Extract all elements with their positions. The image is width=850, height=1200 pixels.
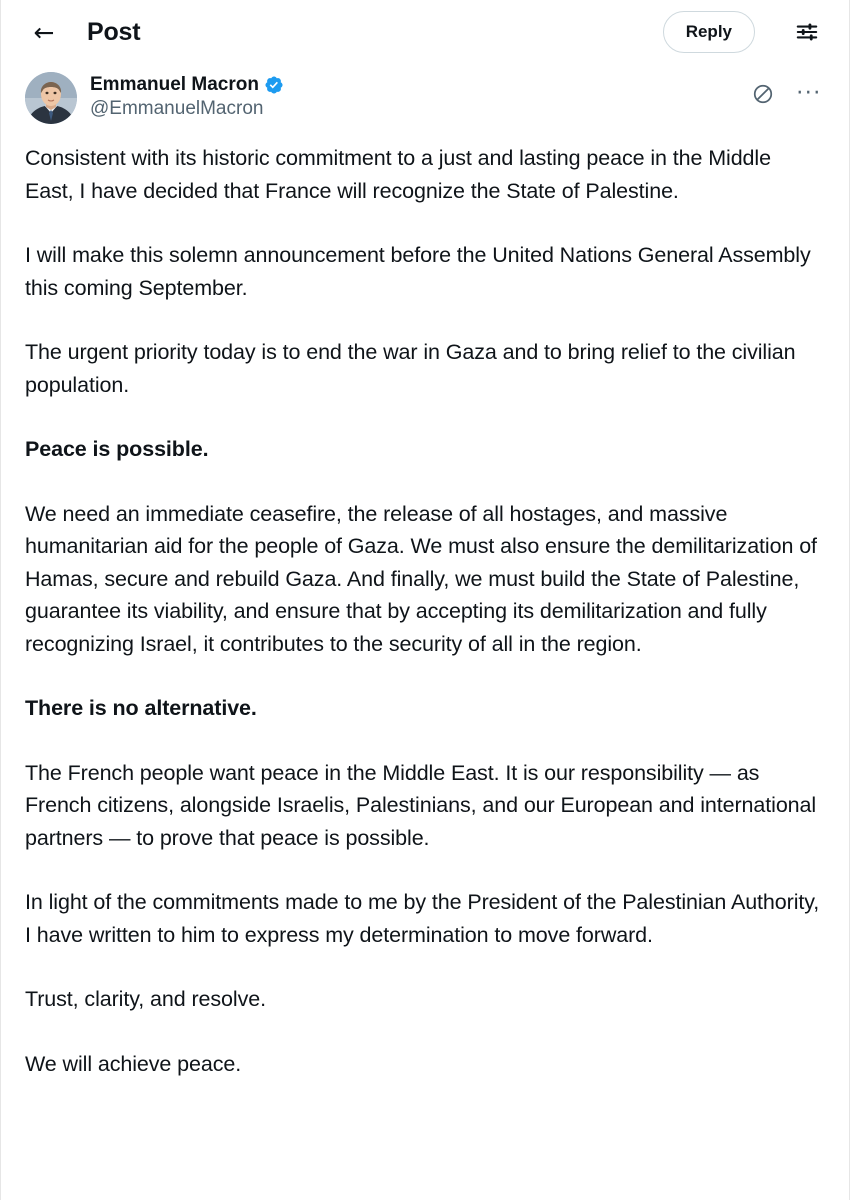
post-paragraph-bold: There is no alternative. <box>25 696 257 720</box>
post-paragraph: We need an immediate ceasefire, the release of all hostages, and massive humanitarian aid for the people of Gaza. We must also ensure the demilitarization of Hamas, secure and rebuild Gaza. And finally, we must build the State of Palestine, guarantee its viability, and ensure that by accepting its demilitarization and fully recognizing Israel, it contributes to the security of all in the region. <box>25 501 817 656</box>
paragraph-spacer <box>25 304 825 336</box>
post-paragraph: In light of the commitments made to me by the President of the Palestinian Authority, I have written to him to express my determination to move forward. <box>25 890 820 947</box>
paragraph-spacer <box>25 660 825 692</box>
post-text <box>25 142 825 1080</box>
reply-button[interactable]: Reply <box>663 11 755 53</box>
post-paragraph-bold: Peace is possible. <box>25 437 209 461</box>
grok-actions-button[interactable] <box>747 78 779 110</box>
paragraph-spacer <box>25 725 825 757</box>
post-paragraph: Consistent with its historic commitment to a just and lasting peace in the Middle East, I have decided that France will recognize the State of Palestine. <box>25 146 771 203</box>
post-container <box>1 64 849 1080</box>
avatar-image <box>25 72 77 124</box>
back-arrow-icon: ← <box>33 17 55 47</box>
display-settings-icon <box>794 19 820 45</box>
back-button[interactable] <box>25 13 63 51</box>
more-options-button[interactable] <box>793 78 825 110</box>
post-header <box>25 72 825 124</box>
post-paragraph: The urgent priority today is to end the war in Gaza and to bring relief to the civilian population. <box>25 340 796 397</box>
paragraph-spacer <box>25 207 825 239</box>
post-paragraph: Trust, clarity, and resolve. <box>25 987 266 1011</box>
paragraph-spacer <box>25 951 825 983</box>
paragraph-spacer <box>25 1016 825 1048</box>
post-header-actions <box>747 72 825 110</box>
display-settings-button[interactable] <box>787 12 827 52</box>
author-display-name[interactable]: Emmanuel Macron <box>90 74 259 95</box>
author-handle[interactable]: @EmmanuelMacron <box>90 98 264 119</box>
paragraph-spacer <box>25 854 825 886</box>
paragraph-spacer <box>25 466 825 498</box>
more-dots-icon: ··· <box>796 81 822 106</box>
post-paragraph: The French people want peace in the Middle East. It is our responsibility — as French citizens, alongside Israelis, Palestinians, and our European and international partners — to prove that peace is possible. <box>25 760 817 850</box>
post-paragraph: I will make this solemn announcement before the United Nations General Assembly this coming September. <box>25 243 811 300</box>
page-title: Post <box>87 17 141 46</box>
paragraph-spacer <box>25 401 825 433</box>
grok-icon <box>752 83 774 105</box>
top-app-bar <box>1 0 849 64</box>
author-name-row <box>90 74 734 96</box>
avatar[interactable] <box>25 72 77 124</box>
author-block <box>90 72 734 120</box>
post-paragraph: We will achieve peace. <box>25 1051 242 1076</box>
verified-badge-icon <box>264 75 284 95</box>
